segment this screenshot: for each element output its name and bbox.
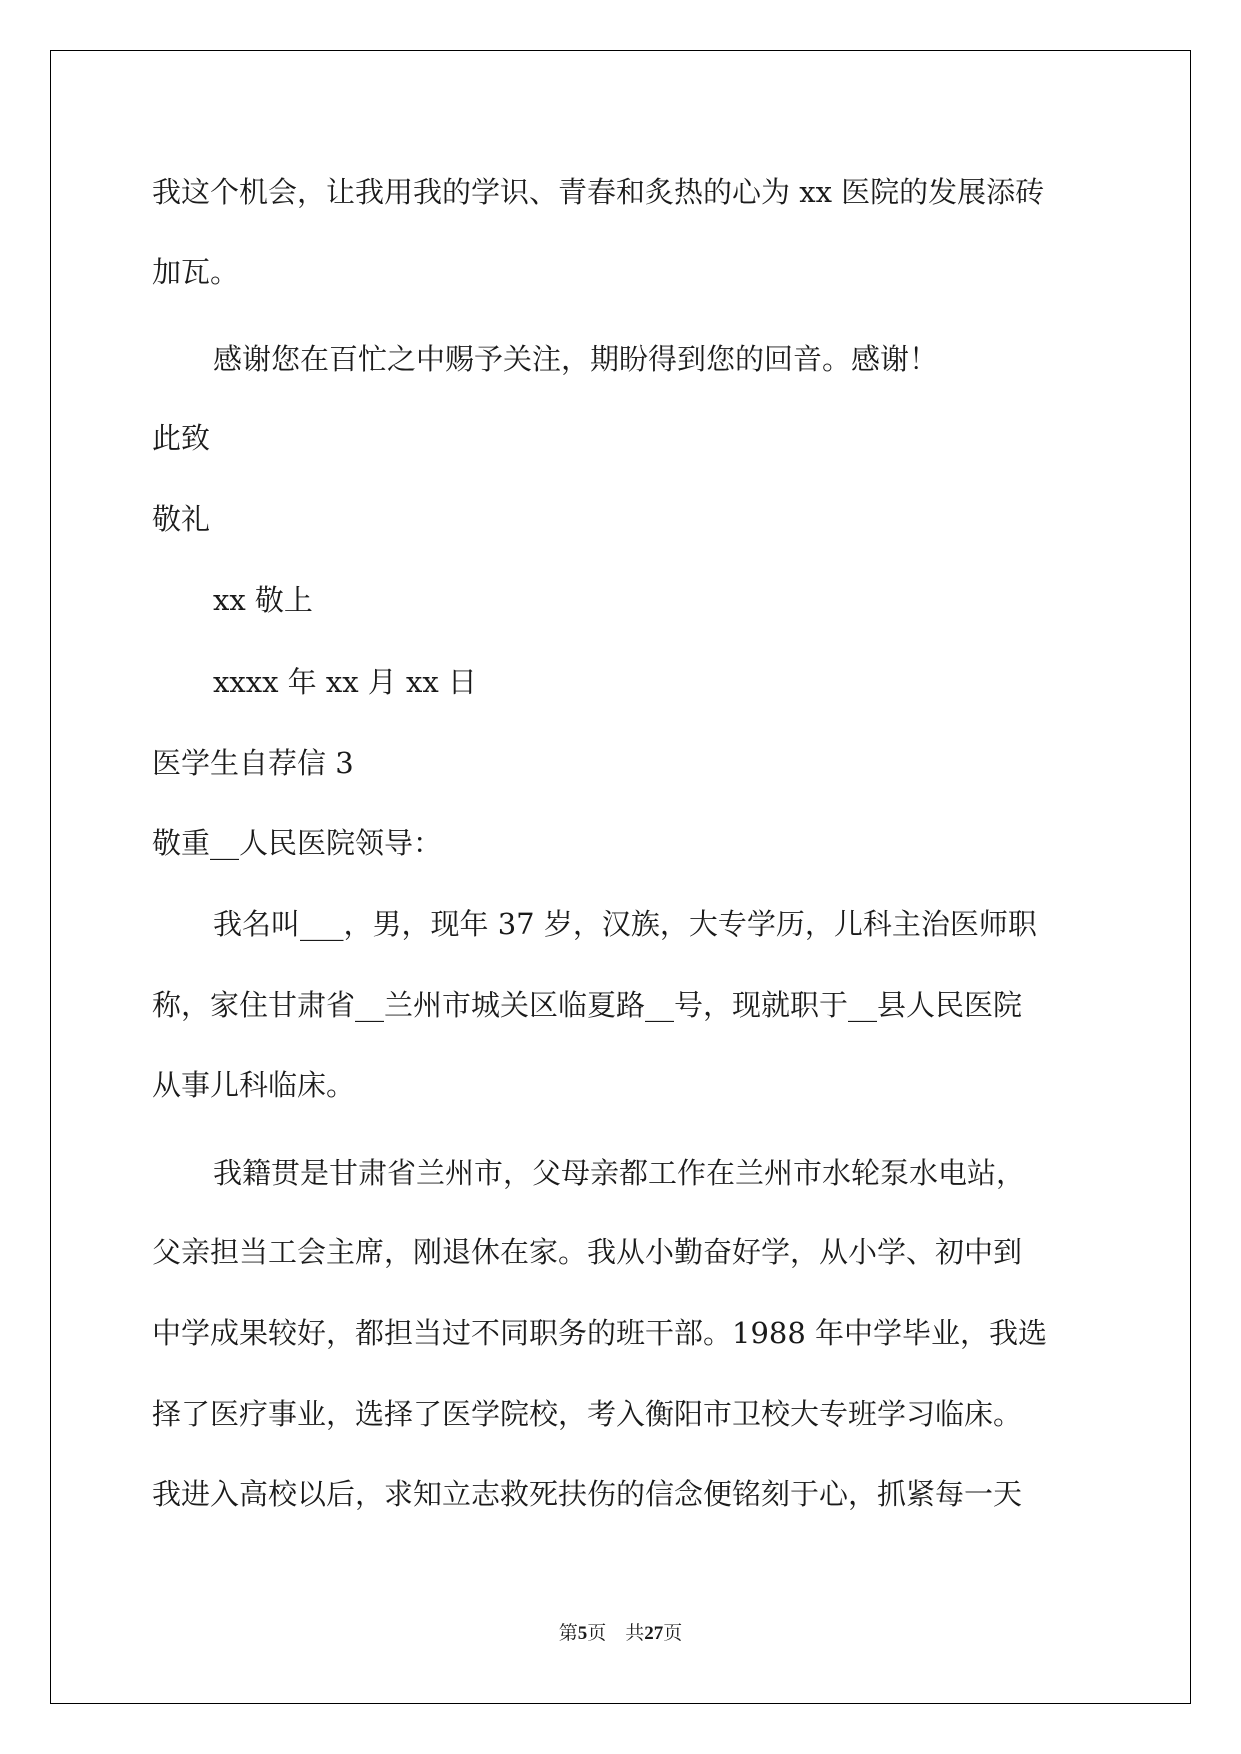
text-line: 中学成果较好，都担当过不同职务的班干部。1988 年中学毕业，我选 [152, 1316, 1048, 1350]
footer-suffix: 页 [663, 1623, 683, 1644]
closing-line: 敬礼 [152, 502, 211, 536]
text-line: 感谢您在百忙之中赐予关注，期盼得到您的回音。感谢！ [213, 342, 939, 376]
salutation-line: 敬重__人民医院领导： [152, 826, 443, 860]
footer-middle: 页 共 [587, 1623, 645, 1644]
page-border [50, 50, 1191, 1704]
page-total: 27 [644, 1623, 664, 1644]
footer-prefix: 第 [558, 1623, 578, 1644]
page-number: 5 [577, 1623, 588, 1644]
text-line: 称，家住甘肃省__兰州市城关区临夏路__号，现就职于__县人民医院 [152, 988, 1023, 1022]
signature-line: xx 敬上 [213, 583, 313, 617]
text-line: 我这个机会，让我用我的学识、青春和炙热的心为 xx 医院的发展添砖 [152, 175, 1045, 209]
page-footer [0, 1618, 1241, 1645]
text-line: 我名叫___，男，现年 37 岁，汉族，大专学历，儿科主治医师职 [213, 907, 1037, 941]
text-line: 择了医疗事业，选择了医学院校，考入衡阳市卫校大专班学习临床。 [152, 1397, 1023, 1431]
date-line: xxxx 年 xx 月 xx 日 [213, 665, 477, 699]
text-line: 我籍贯是甘肃省兰州市，父母亲都工作在兰州市水轮泵水电站， [213, 1156, 1026, 1190]
section-title: 医学生自荐信 3 [152, 746, 354, 780]
text-line: 我进入高校以后，求知立志救死扶伤的信念便铭刻于心，抓紧每一天 [152, 1477, 1023, 1511]
closing-line: 此致 [152, 421, 211, 455]
text-line: 加瓦。 [152, 255, 240, 289]
text-line: 从事儿科临床。 [152, 1068, 356, 1102]
text-line: 父亲担当工会主席，刚退休在家。我从小勤奋好学，从小学、初中到 [152, 1235, 1023, 1269]
